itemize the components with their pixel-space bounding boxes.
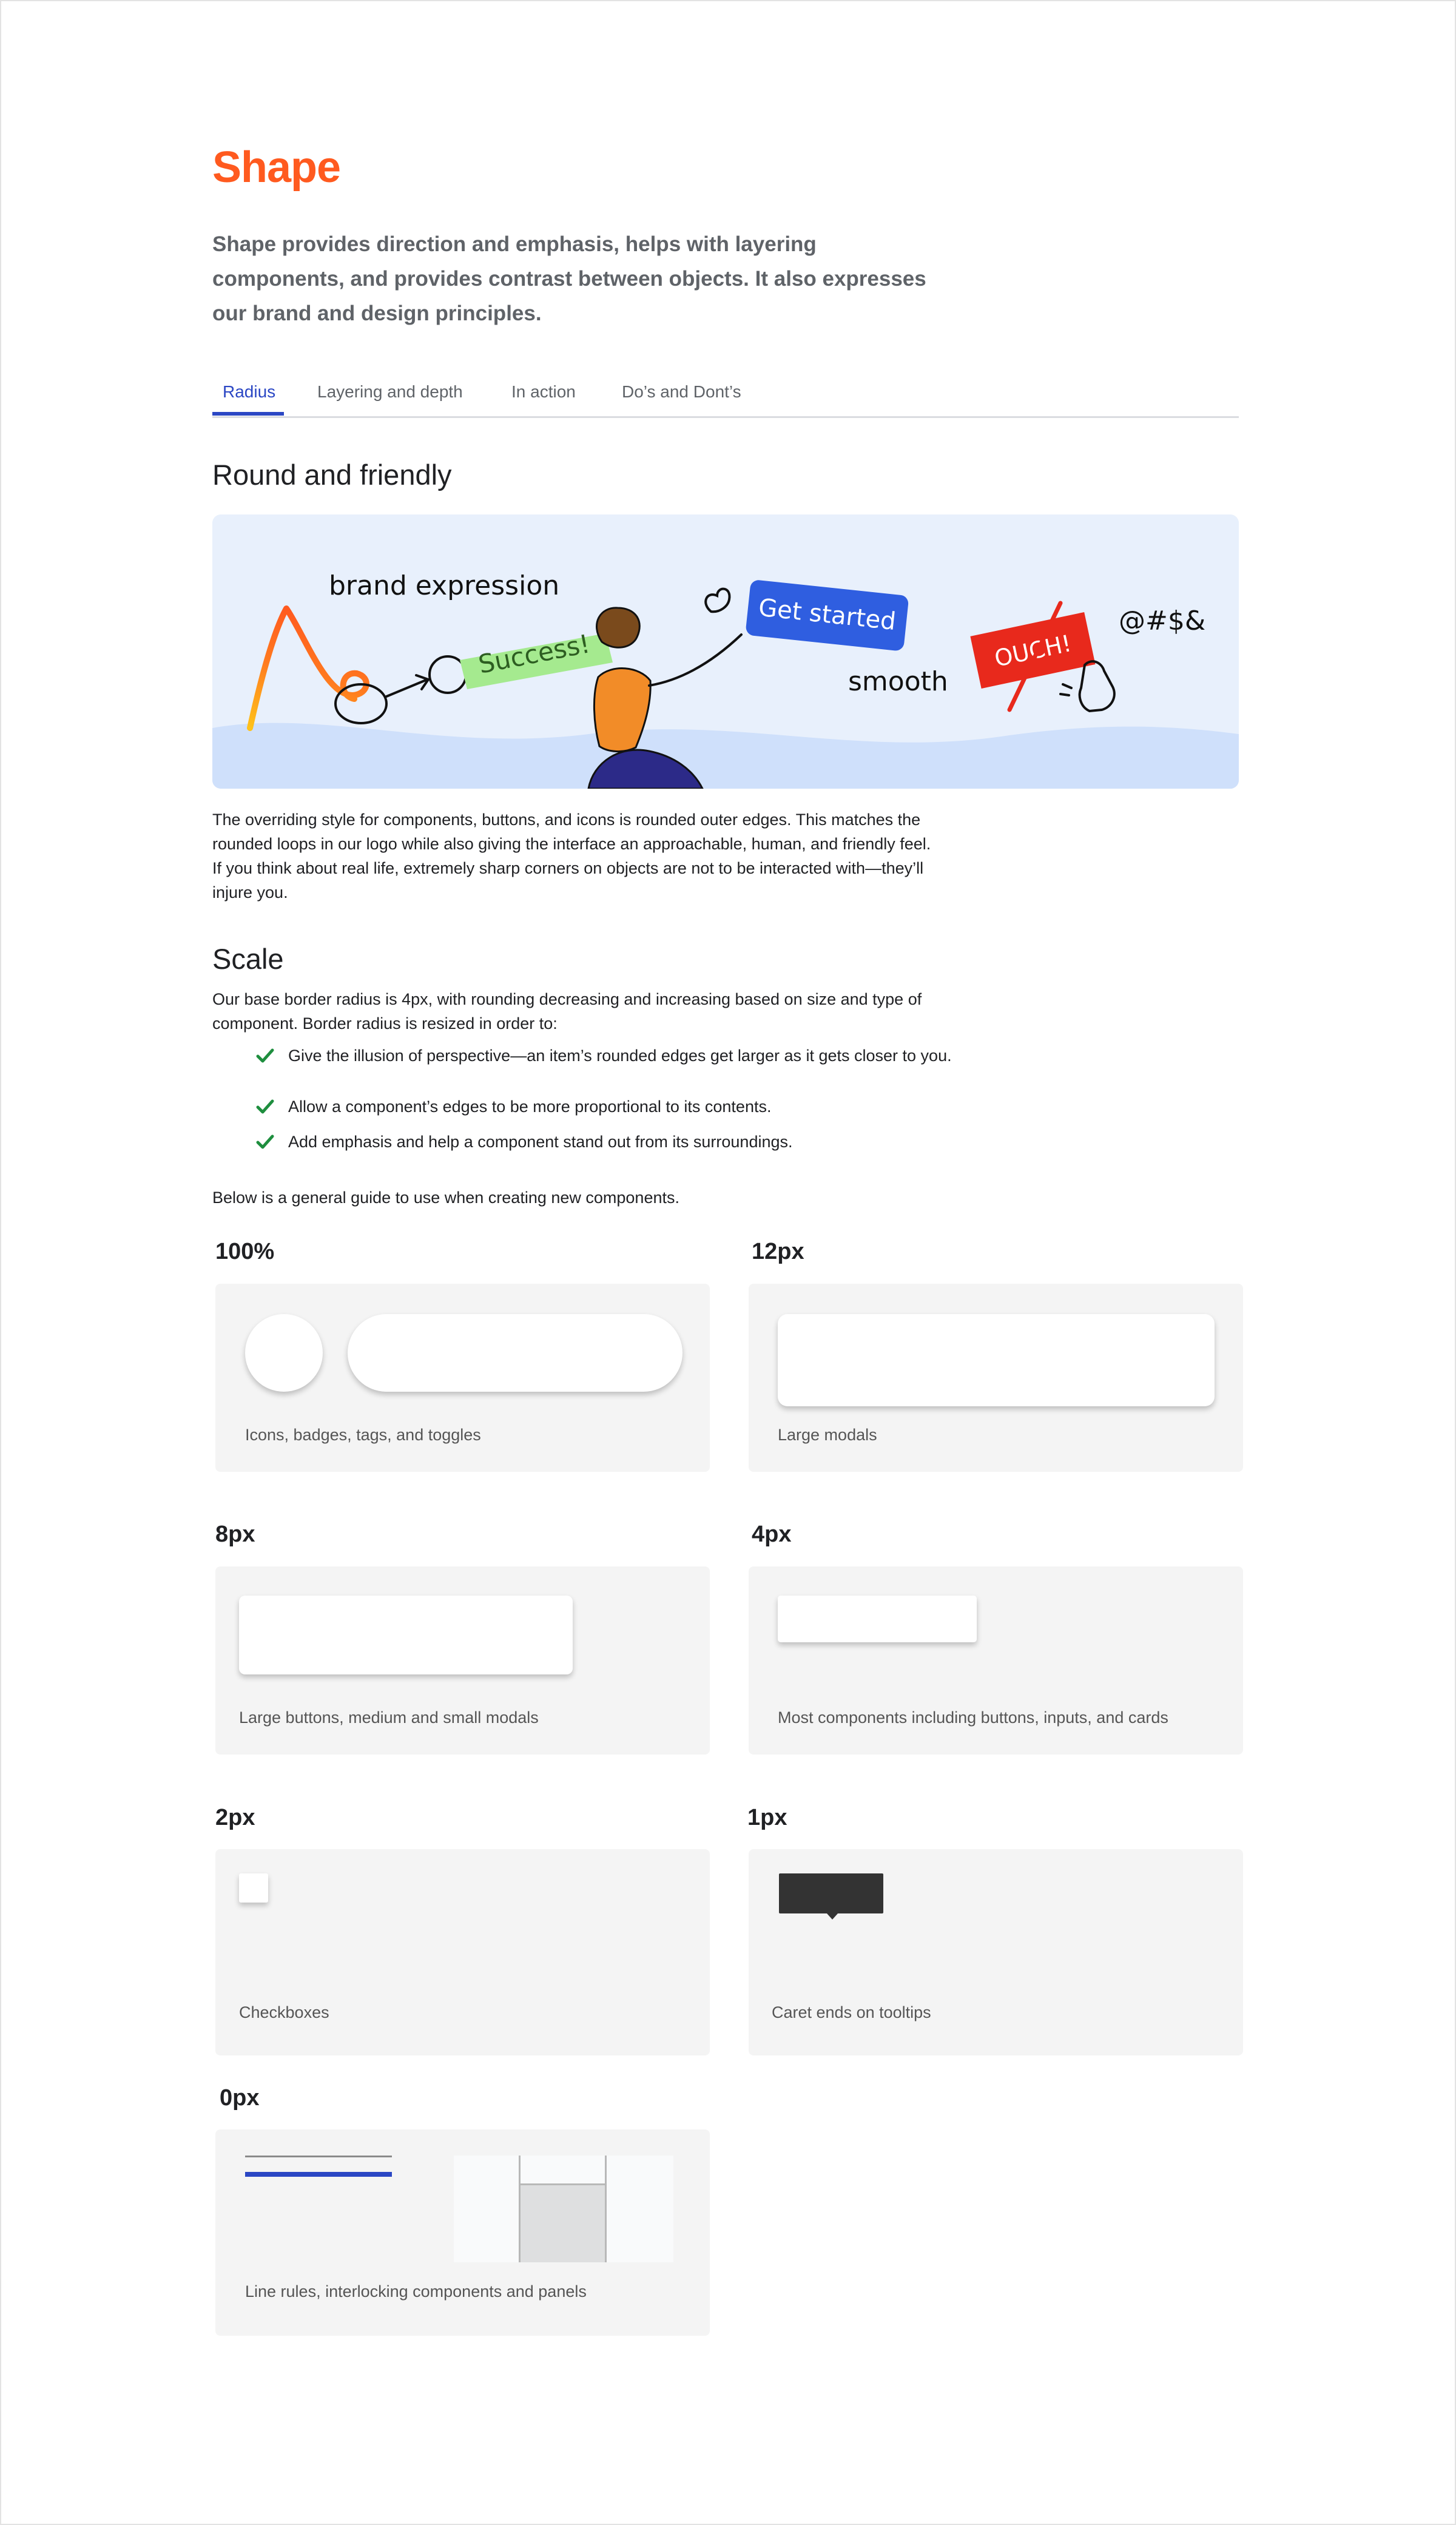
radius-card-8 xyxy=(215,1566,710,1755)
arrow-icon xyxy=(386,675,428,696)
section-heading-round-and-friendly: Round and friendly xyxy=(212,459,452,491)
tab-radius[interactable]: Radius xyxy=(223,382,276,401)
illustration-svg xyxy=(212,514,1239,789)
checkbox-sample xyxy=(239,1873,268,1903)
tooltip-caret xyxy=(827,1913,838,1920)
panel-header-sample xyxy=(521,2156,605,2183)
line-rule-sample xyxy=(245,2156,392,2157)
ouch-text: OUCH! xyxy=(992,630,1074,672)
wave-shape xyxy=(212,723,1239,789)
brand-expression-text: brand expression xyxy=(329,570,560,601)
success-text: Success! xyxy=(476,629,593,679)
checkmark-icon xyxy=(256,1047,274,1065)
list-item: Allow a component’s edges to be more proportional to its contents. xyxy=(288,1097,772,1116)
panel-divider xyxy=(519,2183,607,2185)
checkmark-icon xyxy=(256,1097,274,1116)
scale-reasons-list xyxy=(212,1043,1001,1159)
radius-label-12: 12px xyxy=(752,1239,804,1264)
tab-dos-and-donts[interactable]: Do’s and Dont’s xyxy=(622,382,741,401)
radius-caption: Icons, badges, tags, and toggles xyxy=(245,1426,481,1444)
active-tab-indicator xyxy=(212,412,284,416)
large-modal-sample xyxy=(778,1314,1215,1406)
symbols-text: @#$& xyxy=(1119,605,1206,636)
radius-card-100 xyxy=(215,1284,710,1472)
radius-caption: Checkboxes xyxy=(239,2003,329,2021)
page-intro: Shape provides direction and emphasis, helps with layering components, and provides contrast between objects. It also expresses our brand and design principles. xyxy=(212,232,926,325)
radius-caption: Large buttons, medium and small modals xyxy=(239,1708,539,1727)
checkmark-icon xyxy=(256,1133,274,1151)
shape-illustration-banner xyxy=(212,514,1239,789)
radius-label-4: 4px xyxy=(752,1522,792,1547)
radius-label-8: 8px xyxy=(215,1522,255,1547)
radius-caption: Caret ends on tooltips xyxy=(772,2003,931,2021)
tab-bar xyxy=(212,377,1239,418)
tab-in-action[interactable]: In action xyxy=(511,382,576,401)
radius-label-0: 0px xyxy=(220,2085,260,2111)
radius-card-2 xyxy=(215,1849,710,2055)
active-rule-sample xyxy=(245,2172,392,2177)
person-arm xyxy=(649,635,741,686)
radius-label-2: 2px xyxy=(215,1805,255,1830)
pill-sample xyxy=(348,1314,682,1392)
logo-icon xyxy=(250,608,366,728)
scale-body: Our base border radius is 4px, with rounding decreasing and increasing based on size and type of component. Border radius is resized in order to: xyxy=(212,990,922,1033)
radius-card-1 xyxy=(749,1849,1243,2055)
person-hair xyxy=(597,608,640,647)
smooth-text: smooth xyxy=(848,666,948,697)
round-and-friendly-body: The overriding style for components, buttons, and icons is rounded outer edges. This matches the rounded loops in our logo while also giving the interface an approachable, human, and friendly feel. If you think about real life, extremely sharp corners on objects are not to be interacted with—they’ll injure you. xyxy=(212,811,931,902)
radius-label-1: 1px xyxy=(747,1805,787,1830)
section-heading-scale: Scale xyxy=(212,943,284,975)
page-title: Shape xyxy=(212,143,341,192)
radius-card-12 xyxy=(749,1284,1243,1472)
tooltip-sample xyxy=(779,1873,883,1913)
circle-sample xyxy=(245,1314,323,1392)
tab-layering-and-depth[interactable]: Layering and depth xyxy=(317,382,463,401)
radius-card-4 xyxy=(749,1566,1243,1755)
radius-caption: Line rules, interlocking components and panels xyxy=(245,2282,587,2301)
list-item: Add emphasis and help a component stand out from its surroundings. xyxy=(288,1133,793,1151)
radius-caption: Large modals xyxy=(778,1426,877,1444)
radius-caption: Most components including buttons, inputs, and cards xyxy=(778,1708,1168,1727)
radius-card-0 xyxy=(215,2129,710,2336)
get-started-text: Get started xyxy=(757,593,897,636)
component-sample xyxy=(778,1596,977,1642)
list-item: Give the illusion of perspective—an item’s rounded edges get larger as it gets closer to you. xyxy=(288,1047,952,1065)
large-button-sample xyxy=(239,1596,573,1674)
radius-label-100: 100% xyxy=(215,1239,275,1264)
guide-text: Below is a general guide to use when creating new components. xyxy=(212,1188,679,1207)
heart-icon xyxy=(706,589,729,612)
